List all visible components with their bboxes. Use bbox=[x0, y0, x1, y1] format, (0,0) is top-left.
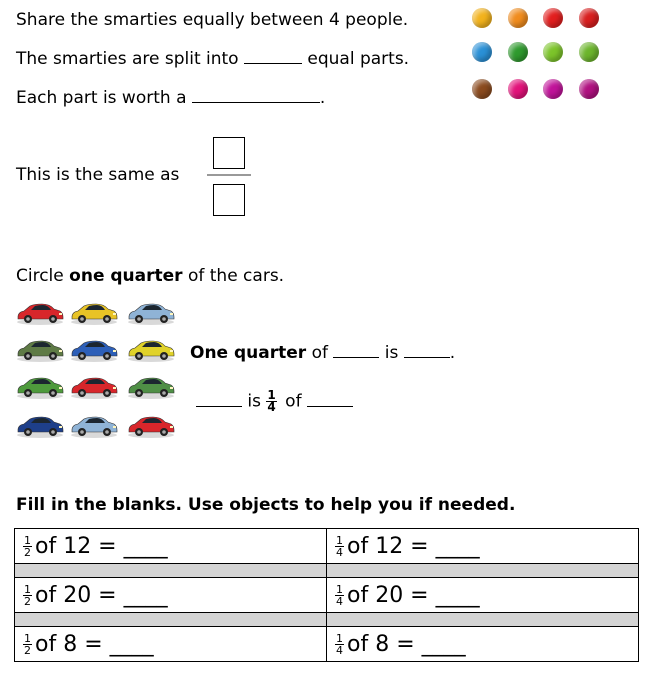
cars-instruction-bold: one quarter bbox=[69, 266, 183, 286]
fraction-denominator: 4 bbox=[336, 644, 343, 657]
fraction-denominator-box[interactable] bbox=[213, 184, 245, 216]
cars-instruction-after: of the cars. bbox=[187, 266, 285, 286]
smartie bbox=[508, 42, 528, 62]
car-icon[interactable] bbox=[69, 413, 119, 439]
fraction-numerator: 1 bbox=[336, 632, 343, 645]
fraction-bar bbox=[207, 174, 251, 176]
smartie bbox=[472, 8, 492, 28]
is-quarter-sentence bbox=[196, 390, 353, 413]
fraction-numerator: 1 bbox=[24, 583, 31, 596]
fraction-denominator: 4 bbox=[267, 400, 276, 414]
car-icon[interactable] bbox=[69, 374, 119, 400]
car-icon[interactable] bbox=[69, 337, 119, 363]
exercise-cell-quarter[interactable] bbox=[327, 529, 639, 564]
smartie bbox=[543, 79, 563, 99]
table-row bbox=[15, 627, 639, 662]
parts-text-after: equal parts. bbox=[307, 49, 410, 69]
fraction-numerator: 1 bbox=[24, 534, 31, 547]
spacer-cell bbox=[15, 564, 327, 578]
car-icon[interactable] bbox=[69, 300, 119, 326]
is-quarter-of: of bbox=[285, 391, 302, 412]
half-quarter-fraction bbox=[23, 535, 32, 558]
is-quarter-is: is bbox=[247, 391, 261, 412]
exercise-text: of 20 = ____ bbox=[35, 582, 168, 608]
parts-sentence bbox=[16, 49, 409, 69]
worth-sentence bbox=[16, 88, 325, 108]
fraction-denominator: 2 bbox=[24, 546, 31, 559]
car-icon[interactable] bbox=[126, 337, 176, 363]
smartie bbox=[508, 8, 528, 28]
fraction-numerator: 1 bbox=[267, 388, 276, 402]
one-quarter-fraction bbox=[266, 390, 276, 413]
parts-blank[interactable] bbox=[244, 49, 302, 64]
worth-blank[interactable] bbox=[192, 88, 320, 103]
quarter-end: . bbox=[449, 343, 456, 363]
fraction-numerator: 1 bbox=[24, 632, 31, 645]
quarter-is: is bbox=[384, 343, 399, 363]
cars-instruction bbox=[16, 266, 284, 286]
car-icon[interactable] bbox=[15, 374, 65, 400]
is-quarter-blank-1[interactable] bbox=[196, 392, 242, 407]
fraction-numerator-box[interactable] bbox=[213, 137, 245, 169]
car-icon[interactable] bbox=[15, 337, 65, 363]
half-quarter-fraction bbox=[335, 535, 344, 558]
fraction-denominator: 4 bbox=[336, 595, 343, 608]
spacer-cell bbox=[327, 613, 639, 627]
smarties-instruction: Share the smarties equally between 4 people. bbox=[16, 10, 409, 30]
exercise-cell-quarter[interactable] bbox=[327, 627, 639, 662]
exercise-cell-half[interactable] bbox=[15, 578, 327, 613]
quarter-of: of bbox=[311, 343, 328, 363]
spacer-cell bbox=[15, 613, 327, 627]
smartie bbox=[508, 79, 528, 99]
exercise-text: of 12 = ____ bbox=[347, 533, 480, 559]
table-spacer-row bbox=[15, 564, 639, 578]
table-spacer-row bbox=[15, 613, 639, 627]
smartie bbox=[579, 79, 599, 99]
quarter-blank-1[interactable] bbox=[333, 343, 379, 358]
half-quarter-fraction bbox=[23, 633, 32, 656]
half-quarter-fraction bbox=[23, 584, 32, 607]
smartie bbox=[472, 79, 492, 99]
exercise-table bbox=[14, 528, 639, 662]
spacer-cell bbox=[327, 564, 639, 578]
exercise-cell-half[interactable] bbox=[15, 529, 327, 564]
worth-text-after: . bbox=[319, 88, 326, 108]
car-icon[interactable] bbox=[15, 413, 65, 439]
same-as-label: This is the same as bbox=[16, 165, 180, 185]
exercise-text: of 12 = ____ bbox=[35, 533, 168, 559]
half-quarter-fraction bbox=[335, 633, 344, 656]
quarter-sentence bbox=[190, 343, 455, 363]
table-row bbox=[15, 578, 639, 613]
car-icon[interactable] bbox=[15, 300, 65, 326]
parts-text-before: The smarties are split into bbox=[16, 49, 239, 69]
smartie bbox=[579, 8, 599, 28]
fraction-denominator: 4 bbox=[336, 546, 343, 559]
worth-text-before: Each part is worth a bbox=[16, 88, 187, 108]
smartie bbox=[579, 42, 599, 62]
smartie bbox=[543, 8, 563, 28]
table-row bbox=[15, 529, 639, 564]
exercise-text: of 20 = ____ bbox=[347, 582, 480, 608]
cars-instruction-before: Circle bbox=[16, 266, 64, 286]
exercise-text: of 8 = ____ bbox=[347, 631, 466, 657]
fraction-denominator: 2 bbox=[24, 595, 31, 608]
car-icon[interactable] bbox=[126, 374, 176, 400]
quarter-blank-2[interactable] bbox=[404, 343, 450, 358]
half-quarter-fraction bbox=[335, 584, 344, 607]
is-quarter-blank-2[interactable] bbox=[307, 392, 353, 407]
smartie bbox=[543, 42, 563, 62]
car-icon[interactable] bbox=[126, 300, 176, 326]
fraction-numerator: 1 bbox=[336, 583, 343, 596]
smartie bbox=[472, 42, 492, 62]
fraction-denominator: 2 bbox=[24, 644, 31, 657]
exercise-text: of 8 = ____ bbox=[35, 631, 154, 657]
car-icon[interactable] bbox=[126, 413, 176, 439]
quarter-bold: One quarter bbox=[190, 343, 307, 363]
fraction-numerator: 1 bbox=[336, 534, 343, 547]
exercise-cell-quarter[interactable] bbox=[327, 578, 639, 613]
exercise-title: Fill in the blanks. Use objects to help you if needed. bbox=[16, 495, 516, 515]
exercise-cell-half[interactable] bbox=[15, 627, 327, 662]
